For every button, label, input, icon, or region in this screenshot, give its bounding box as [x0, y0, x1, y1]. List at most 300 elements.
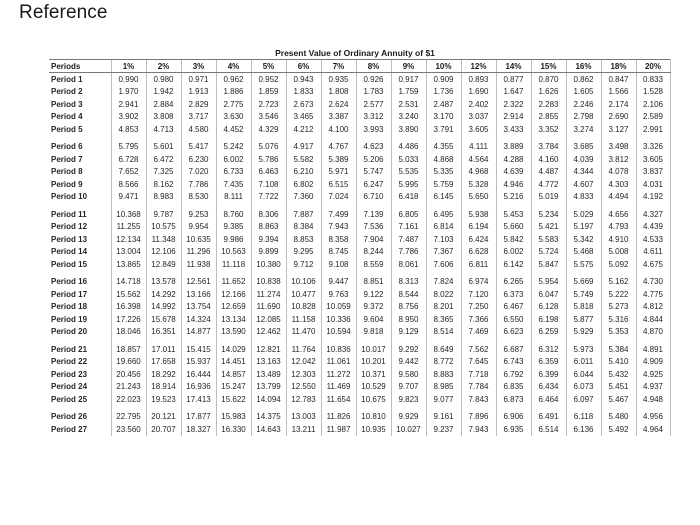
table-cell: 5.432: [601, 368, 636, 381]
table-cell: 4.870: [636, 326, 670, 339]
table-cell: 5.492: [601, 423, 636, 436]
table-cell: 3.784: [531, 136, 566, 154]
table-cell: 15.983: [216, 406, 251, 424]
rate-column-header: 12%: [461, 60, 496, 73]
table-cell: 4.964: [636, 423, 670, 436]
table-cell: 18.327: [181, 423, 216, 436]
table-cell: 5.575: [566, 258, 601, 271]
table-cell: 8.853: [286, 233, 321, 246]
period-label: Period 4: [51, 112, 83, 122]
table-cell: 10.380: [251, 258, 286, 271]
table-cell: 4.160: [531, 153, 566, 166]
rate-column-header: 3%: [181, 60, 216, 73]
table-cell: 1.859: [251, 86, 286, 99]
table-cell: 0.862: [566, 73, 601, 86]
table-cell: 5.092: [601, 258, 636, 271]
table-cell: 4.623: [356, 136, 391, 154]
table-cell: 9.763: [321, 288, 356, 301]
table-cell: 9.394: [251, 233, 286, 246]
table-cell: 8.162: [146, 178, 181, 191]
table-cell: 6.974: [461, 271, 496, 289]
table-cell: 8.544: [391, 288, 426, 301]
table-cell: 12.042: [286, 356, 321, 369]
table-cell: 8.985: [426, 381, 461, 394]
table-cell: 3.240: [391, 111, 426, 124]
rate-column-header: 10%: [426, 60, 461, 73]
table-cell: 10.810: [356, 406, 391, 424]
table-row: [49, 123, 670, 136]
table-cell: 5.029: [566, 203, 601, 221]
table-cell: 5.033: [391, 153, 426, 166]
table-cell: 6.399: [531, 368, 566, 381]
rate-column-header: 6%: [286, 60, 321, 73]
table-row: [49, 73, 670, 86]
table-cell: 18.914: [146, 381, 181, 394]
period-label: Period 16: [51, 277, 88, 287]
table-cell: 0.917: [391, 73, 426, 86]
table-cell: 6.128: [531, 301, 566, 314]
table-cell: 6.687: [496, 338, 531, 356]
table-cell: 8.201: [426, 301, 461, 314]
table-cell: 4.212: [286, 123, 321, 136]
table-cell: 15.678: [146, 313, 181, 326]
table-cell: 3.465: [286, 111, 321, 124]
table-cell: 4.303: [601, 178, 636, 191]
table-cell: 14.029: [216, 338, 251, 356]
period-label: Period 5: [51, 124, 83, 134]
table-cell: 1.605: [566, 86, 601, 99]
table-cell: 2.106: [636, 98, 670, 111]
table-cell: 3.127: [601, 123, 636, 136]
table-cell: 10.836: [321, 338, 356, 356]
rate-column-header: 5%: [251, 60, 286, 73]
table-cell: 0.877: [496, 73, 531, 86]
table-cell: 6.491: [531, 406, 566, 424]
table-cell: 0.893: [461, 73, 496, 86]
table-cell: 7.360: [286, 191, 321, 204]
table-cell: 12.550: [286, 381, 321, 394]
table-cell: 10.371: [356, 368, 391, 381]
table-cell: 14.718: [111, 271, 146, 289]
table-cell: 3.791: [426, 123, 461, 136]
table-cell: 5.601: [146, 136, 181, 154]
table-cell: 13.489: [251, 368, 286, 381]
table-cell: 9.442: [391, 356, 426, 369]
table-cell: 8.559: [356, 258, 391, 271]
table-cell: 6.906: [496, 406, 531, 424]
table-cell: 0.980: [146, 73, 181, 86]
table-cell: 10.935: [356, 423, 391, 436]
table-cell: 6.434: [531, 381, 566, 394]
table-cell: 8.950: [391, 313, 426, 326]
table-cell: 9.899: [251, 246, 286, 259]
table-cell: 6.044: [566, 368, 601, 381]
period-label: Period 25: [51, 394, 88, 404]
table-cell: 4.917: [286, 136, 321, 154]
table-cell: 14.375: [251, 406, 286, 424]
table-cell: 9.108: [321, 258, 356, 271]
table-cell: 4.487: [531, 166, 566, 179]
table-cell: 3.433: [496, 123, 531, 136]
period-label: Period 7: [51, 154, 83, 164]
table-cell: 7.824: [426, 271, 461, 289]
table-cell: 8.530: [181, 191, 216, 204]
table-cell: 10.059: [321, 301, 356, 314]
period-label: Period 24: [51, 382, 88, 392]
table-cell: 5.019: [531, 191, 566, 204]
table-cell: 8.649: [426, 338, 461, 356]
table-cell: 6.002: [216, 153, 251, 166]
table-cell: 13.865: [111, 258, 146, 271]
table-cell: 10.017: [356, 338, 391, 356]
table-row: [49, 98, 670, 111]
table-cell: 7.020: [181, 166, 216, 179]
table-cell: 4.355: [426, 136, 461, 154]
table-cell: 7.120: [461, 288, 496, 301]
table-cell: 6.710: [356, 191, 391, 204]
table-cell: 16.351: [146, 326, 181, 339]
table-cell: 13.799: [251, 381, 286, 394]
period-label: Period 15: [51, 259, 88, 269]
table-cell: 9.253: [181, 203, 216, 221]
table-cell: 8.306: [251, 203, 286, 221]
table-cell: 6.359: [531, 356, 566, 369]
rate-column-header: 2%: [146, 60, 181, 73]
table-cell: 0.909: [426, 73, 461, 86]
table-cell: 12.821: [251, 338, 286, 356]
table-cell: 9.712: [286, 258, 321, 271]
table-cell: 0.971: [181, 73, 216, 86]
table-cell: 10.368: [111, 203, 146, 221]
period-label: Period 20: [51, 327, 88, 337]
table-row: [49, 258, 670, 271]
table-cell: 4.327: [636, 203, 670, 221]
table-cell: 4.656: [601, 203, 636, 221]
table-cell: 18.046: [111, 326, 146, 339]
table-cell: 9.787: [146, 203, 181, 221]
table-cell: 3.274: [566, 123, 601, 136]
table-cell: 8.514: [426, 326, 461, 339]
table-cell: 1.783: [356, 86, 391, 99]
table-row: [49, 221, 670, 234]
table-cell: 6.002: [496, 246, 531, 259]
table-cell: 6.136: [566, 423, 601, 436]
table-cell: 5.328: [461, 178, 496, 191]
table-cell: 7.139: [356, 203, 391, 221]
table-cell: 6.097: [566, 393, 601, 406]
table-cell: 9.604: [356, 313, 391, 326]
table-cell: 5.724: [531, 246, 566, 259]
table-cell: 1.759: [391, 86, 426, 99]
table-cell: 5.583: [531, 233, 566, 246]
table-cell: 20.456: [111, 368, 146, 381]
table-cell: 13.211: [286, 423, 321, 436]
table-cell: 3.717: [181, 111, 216, 124]
table-cell: 12.085: [251, 313, 286, 326]
table-cell: 7.722: [251, 191, 286, 204]
table-cell: 4.909: [636, 356, 670, 369]
table-cell: 10.477: [286, 288, 321, 301]
table-cell: 4.968: [461, 166, 496, 179]
table-cell: 6.811: [461, 258, 496, 271]
table-cell: 4.853: [111, 123, 146, 136]
table-cell: 5.669: [566, 271, 601, 289]
period-label: Period 1: [51, 74, 83, 84]
table-cell: 6.230: [181, 153, 216, 166]
table-cell: 5.535: [391, 166, 426, 179]
table-cell: 9.237: [426, 423, 461, 436]
table-cell: 4.910: [601, 233, 636, 246]
table-row: [49, 233, 670, 246]
table-cell: 2.246: [566, 98, 601, 111]
table-cell: 11.061: [321, 356, 356, 369]
page-title: Reference: [19, 2, 108, 23]
table-cell: 7.487: [391, 233, 426, 246]
table-cell: 5.076: [251, 136, 286, 154]
table-cell: 3.889: [496, 136, 531, 154]
table-cell: 5.954: [531, 271, 566, 289]
table-cell: 9.292: [391, 338, 426, 356]
table-cell: 12.462: [251, 326, 286, 339]
table-row: [49, 338, 670, 356]
table-cell: 4.288: [496, 153, 531, 166]
table-cell: 1.566: [601, 86, 636, 99]
period-label: Period 6: [51, 142, 83, 152]
table-cell: 6.418: [391, 191, 426, 204]
table-cell: 4.192: [636, 191, 670, 204]
table-cell: 5.660: [496, 221, 531, 234]
table-cell: 2.589: [636, 111, 670, 124]
table-cell: 4.937: [636, 381, 670, 394]
table-cell: 18.857: [111, 338, 146, 356]
table-cell: 7.499: [321, 203, 356, 221]
period-label: Period 26: [51, 412, 88, 422]
table-cell: 13.004: [111, 246, 146, 259]
table-row: [49, 111, 670, 124]
table-cell: 3.605: [461, 123, 496, 136]
table-cell: 3.546: [251, 111, 286, 124]
table-cell: 22.795: [111, 406, 146, 424]
period-label: Period 3: [51, 99, 83, 109]
table-cell: 11.272: [321, 368, 356, 381]
table-cell: 14.292: [146, 288, 181, 301]
table-cell: 7.943: [321, 221, 356, 234]
table-cell: 11.348: [146, 233, 181, 246]
table-cell: 6.312: [531, 338, 566, 356]
table-cell: 6.424: [461, 233, 496, 246]
table-cell: 11.255: [111, 221, 146, 234]
table-cell: 6.514: [531, 423, 566, 436]
table-cell: 4.844: [636, 313, 670, 326]
table-cell: 13.166: [181, 288, 216, 301]
table-cell: 8.863: [251, 221, 286, 234]
table-cell: 6.467: [496, 301, 531, 314]
table-cell: 7.103: [426, 233, 461, 246]
table-cell: 2.775: [216, 98, 251, 111]
table-cell: 5.417: [181, 136, 216, 154]
table-cell: 8.384: [286, 221, 321, 234]
table-cell: 5.747: [356, 166, 391, 179]
table-cell: 0.833: [636, 73, 670, 86]
table-cell: 4.713: [146, 123, 181, 136]
table-cell: 4.494: [601, 191, 636, 204]
table-cell: 4.925: [636, 368, 670, 381]
table-cell: 6.210: [286, 166, 321, 179]
table-row: [49, 313, 670, 326]
table-cell: 6.011: [566, 356, 601, 369]
table-cell: 4.031: [636, 178, 670, 191]
table-cell: 22.023: [111, 393, 146, 406]
table-cell: 4.812: [636, 301, 670, 314]
table-cell: 1.690: [461, 86, 496, 99]
table-cell: 1.736: [426, 86, 461, 99]
table-cell: 4.486: [391, 136, 426, 154]
table-cell: 8.358: [321, 233, 356, 246]
table-cell: 7.366: [461, 313, 496, 326]
table-cell: 6.814: [426, 221, 461, 234]
table-cell: 5.818: [566, 301, 601, 314]
table-cell: 11.690: [251, 301, 286, 314]
table-cell: 6.047: [531, 288, 566, 301]
rate-column-header: 1%: [111, 60, 146, 73]
table-row: [49, 393, 670, 406]
table-cell: 10.106: [286, 271, 321, 289]
table-cell: 6.628: [461, 246, 496, 259]
table-cell: 6.142: [496, 258, 531, 271]
table-cell: 6.873: [496, 393, 531, 406]
table-cell: 3.352: [531, 123, 566, 136]
table-cell: 5.389: [321, 153, 356, 166]
table-cell: 3.685: [566, 136, 601, 154]
table-cell: 10.563: [216, 246, 251, 259]
table-cell: 11.469: [321, 381, 356, 394]
table-cell: 5.650: [461, 191, 496, 204]
table-cell: 8.756: [391, 301, 426, 314]
table-cell: 14.094: [251, 393, 286, 406]
table-cell: 6.259: [531, 326, 566, 339]
period-label: Period 10: [51, 192, 88, 202]
table-cell: 2.798: [566, 111, 601, 124]
table-cell: 11.652: [216, 271, 251, 289]
table-cell: 1.942: [146, 86, 181, 99]
period-label: Period 12: [51, 222, 88, 232]
table-cell: 5.197: [566, 221, 601, 234]
table-cell: 12.561: [181, 271, 216, 289]
rate-column-header: 9%: [391, 60, 426, 73]
table-cell: 4.078: [601, 166, 636, 179]
table-cell: 1.833: [286, 86, 321, 99]
table-cell: 5.335: [426, 166, 461, 179]
table-cell: 9.986: [216, 233, 251, 246]
table-cell: 5.453: [496, 203, 531, 221]
table-cell: 2.723: [251, 98, 286, 111]
table-cell: 14.643: [251, 423, 286, 436]
table-cell: 15.622: [216, 393, 251, 406]
table-row: [49, 246, 670, 259]
table-cell: 19.660: [111, 356, 146, 369]
table-cell: 17.413: [181, 393, 216, 406]
table-cell: 3.902: [111, 111, 146, 124]
table-row: [49, 356, 670, 369]
table-cell: 13.590: [216, 326, 251, 339]
table-cell: 5.929: [566, 326, 601, 339]
table-cell: 5.316: [601, 313, 636, 326]
table-cell: 19.523: [146, 393, 181, 406]
table-cell: 9.823: [391, 393, 426, 406]
table-cell: 10.635: [181, 233, 216, 246]
table-cell: 8.111: [216, 191, 251, 204]
table-cell: 7.325: [146, 166, 181, 179]
table-cell: 5.008: [601, 246, 636, 259]
table-cell: 5.786: [251, 153, 286, 166]
table-cell: 2.487: [426, 98, 461, 111]
table-cell: 10.594: [321, 326, 356, 339]
table-cell: 3.808: [146, 111, 181, 124]
table-cell: 2.884: [146, 98, 181, 111]
table-cell: 0.990: [111, 73, 146, 86]
table-cell: 0.926: [356, 73, 391, 86]
table-cell: 5.242: [216, 136, 251, 154]
table-cell: 0.870: [531, 73, 566, 86]
table-cell: 17.658: [146, 356, 181, 369]
table-cell: 5.971: [321, 166, 356, 179]
table-cell: 5.759: [426, 178, 461, 191]
table-cell: 6.194: [461, 221, 496, 234]
table-cell: 4.439: [636, 221, 670, 234]
table-cell: 2.322: [496, 98, 531, 111]
table-cell: 5.421: [531, 221, 566, 234]
table-cell: 7.652: [111, 166, 146, 179]
table-cell: 5.234: [531, 203, 566, 221]
table-body: [49, 73, 670, 436]
table-cell: 5.467: [601, 393, 636, 406]
table-cell: 9.929: [391, 406, 426, 424]
table-cell: 3.037: [461, 111, 496, 124]
table-cell: 6.073: [566, 381, 601, 394]
table-cell: 0.935: [321, 73, 356, 86]
table-cell: 5.216: [496, 191, 531, 204]
table-cell: 3.605: [636, 153, 670, 166]
rate-column-header: 16%: [566, 60, 601, 73]
table-cell: 4.111: [461, 136, 496, 154]
table-cell: 20.707: [146, 423, 181, 436]
period-label: Period 14: [51, 247, 88, 257]
table-cell: 17.226: [111, 313, 146, 326]
table-cell: 12.106: [146, 246, 181, 259]
table-row: [49, 288, 670, 301]
table-cell: 6.145: [426, 191, 461, 204]
table-cell: 4.948: [636, 393, 670, 406]
table-row: [49, 326, 670, 339]
table-cell: 4.946: [496, 178, 531, 191]
table-cell: 11.826: [321, 406, 356, 424]
table-cell: 13.754: [181, 301, 216, 314]
table-cell: 3.630: [216, 111, 251, 124]
table-cell: 6.792: [496, 368, 531, 381]
table-cell: 6.472: [146, 153, 181, 166]
table-cell: 4.675: [636, 258, 670, 271]
table-cell: 13.578: [146, 271, 181, 289]
table-cell: 6.728: [111, 153, 146, 166]
table-cell: 2.624: [321, 98, 356, 111]
table-cell: 2.855: [531, 111, 566, 124]
table-cell: 11.274: [251, 288, 286, 301]
table-cell: 6.515: [321, 178, 356, 191]
table-cell: 7.435: [216, 178, 251, 191]
table-cell: 7.606: [426, 258, 461, 271]
table-cell: 9.077: [426, 393, 461, 406]
table-cell: 7.896: [461, 406, 496, 424]
